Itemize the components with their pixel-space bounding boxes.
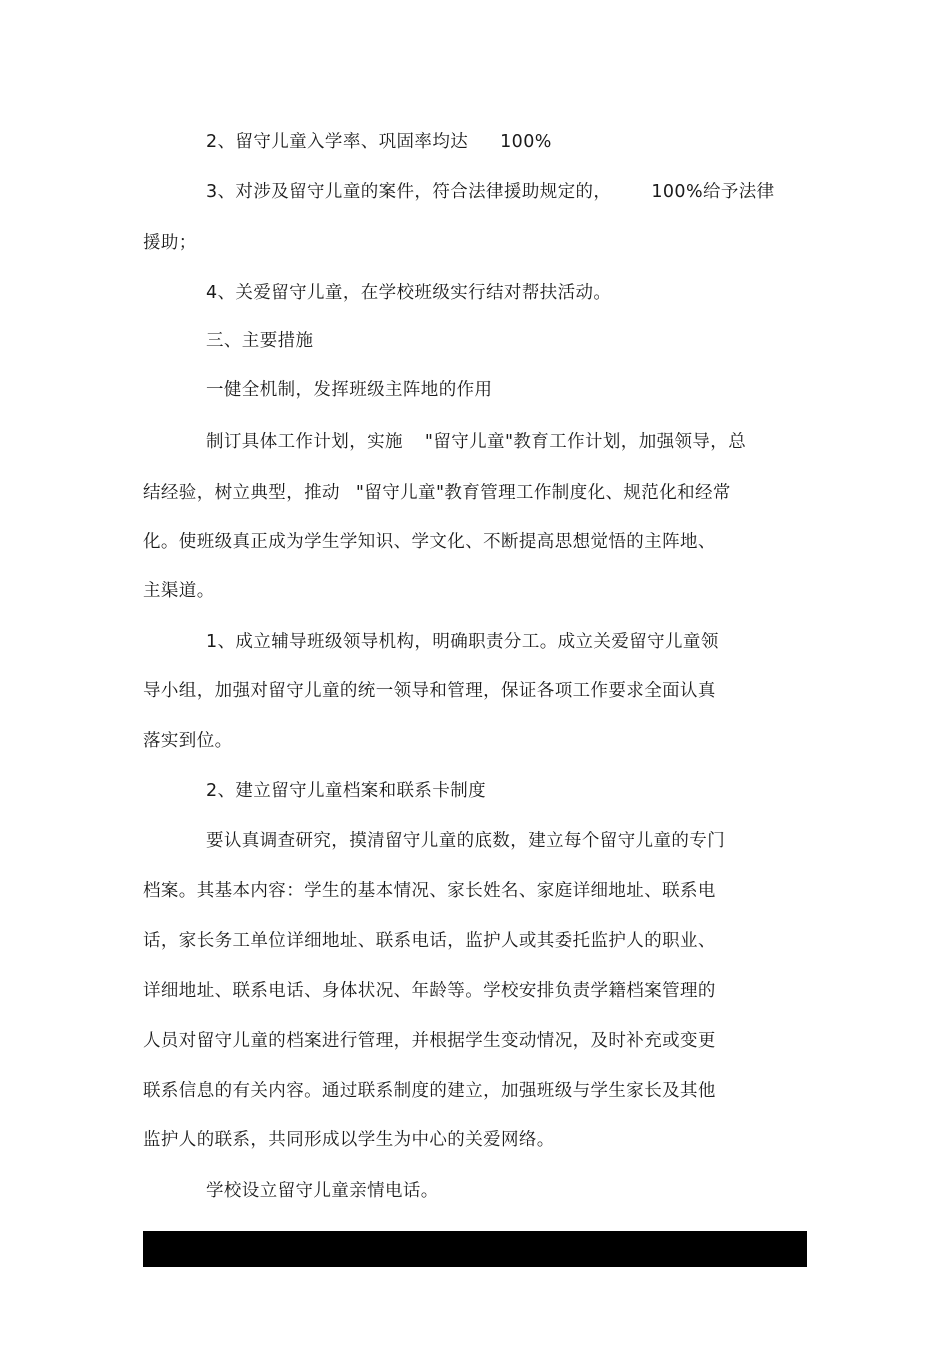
text-segment: 2、建立留守儿童档案和联系卡制度 bbox=[206, 781, 487, 801]
text-line-13 bbox=[143, 729, 233, 753]
text-line-16 bbox=[143, 879, 716, 903]
text-line-10 bbox=[143, 579, 215, 603]
text-line-9 bbox=[143, 530, 716, 554]
text-line-2 bbox=[206, 180, 775, 204]
text-segment: 100% bbox=[500, 132, 552, 152]
text-segment: 人员对留守儿童的档案进行管理，并根据学生变动情况，及时补充或变更 bbox=[143, 1031, 716, 1051]
text-line-15 bbox=[206, 829, 725, 853]
text-segment: 要认真调查研究，摸清留守儿童的底数，建立每个留守儿童的专门 bbox=[206, 831, 726, 851]
text-segment: 3、对涉及留守儿童的案件，符合法律援助规定的， bbox=[206, 182, 612, 202]
text-segment: 结经验，树立典型，推动 bbox=[143, 483, 340, 503]
text-segment: 化。使班级真正成为学生学知识、学文化、不断提高思想觉悟的主阵地、 bbox=[143, 532, 716, 552]
text-segment: 一健全机制，发挥班级主阵地的作用 bbox=[206, 380, 493, 400]
redaction-bar bbox=[143, 1231, 807, 1267]
text-line-17 bbox=[143, 929, 716, 953]
text-segment: 100%给予法律 bbox=[651, 182, 775, 202]
text-segment: "留守儿童"教育管理工作制度化、规范化和经常 bbox=[355, 483, 731, 503]
text-line-18 bbox=[143, 979, 716, 1003]
text-line-12 bbox=[143, 679, 716, 703]
text-line-21 bbox=[143, 1128, 555, 1152]
text-segment: 援助； bbox=[143, 233, 197, 253]
text-segment: 三、主要措施 bbox=[206, 331, 314, 351]
text-segment: 制订具体工作计划，实施 bbox=[206, 432, 403, 452]
text-line-7 bbox=[206, 430, 746, 454]
text-line-14 bbox=[206, 779, 486, 803]
text-segment: 学校设立留守儿童亲情电话。 bbox=[206, 1181, 439, 1201]
text-segment: 导小组，加强对留守儿童的统一领导和管理，保证各项工作要求全面认真 bbox=[143, 681, 716, 701]
text-segment: 联系信息的有关内容。通过联系制度的建立，加强班级与学生家长及其他 bbox=[143, 1081, 716, 1101]
text-line-1 bbox=[206, 130, 552, 154]
text-line-22 bbox=[206, 1179, 439, 1203]
text-segment: 详细地址、联系电话、身体状况、年龄等。学校安排负责学籍档案管理的 bbox=[143, 981, 716, 1001]
text-segment: 落实到位。 bbox=[143, 731, 233, 751]
text-segment: 主渠道。 bbox=[143, 581, 215, 601]
text-segment: 话，家长务工单位详细地址、联系电话，监护人或其委托监护人的职业、 bbox=[143, 931, 716, 951]
text-segment: 2、留守儿童入学率、巩固率均达 bbox=[206, 132, 469, 152]
text-segment: 4、关爱留守儿童，在学校班级实行结对帮扶活动。 bbox=[206, 283, 612, 303]
text-segment: "留守儿童"教育工作计划，加强领导，总 bbox=[424, 432, 747, 452]
text-line-11 bbox=[206, 630, 719, 654]
text-line-3 bbox=[143, 231, 197, 255]
section-heading bbox=[206, 329, 313, 353]
text-segment: 监护人的联系，共同形成以学生为中心的关爱网络。 bbox=[143, 1130, 555, 1150]
text-line-4 bbox=[206, 281, 611, 305]
text-line-19 bbox=[143, 1029, 716, 1053]
text-line-20 bbox=[143, 1079, 716, 1103]
subsection-heading bbox=[206, 378, 492, 402]
text-segment: 1、成立辅导班级领导机构，明确职责分工。成立关爱留守儿童领 bbox=[206, 632, 719, 652]
text-segment: 档案。其基本内容：学生的基本情况、家长姓名、家庭详细地址、联系电 bbox=[143, 881, 716, 901]
text-line-8 bbox=[143, 481, 731, 505]
